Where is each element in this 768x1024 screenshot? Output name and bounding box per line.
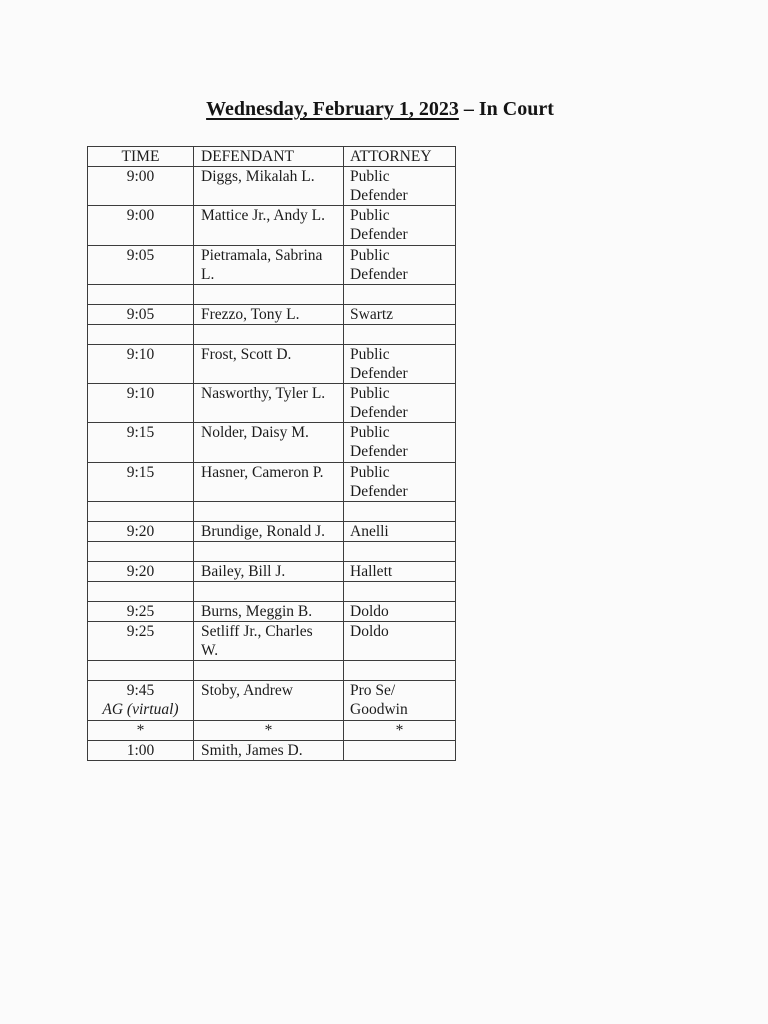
attorney-cell	[344, 502, 456, 522]
defendant-cell	[194, 502, 344, 522]
defendant-cell	[194, 284, 344, 304]
time-cell: 9:25	[88, 622, 194, 661]
attorney-cell	[344, 661, 456, 681]
defendant-cell	[194, 324, 344, 344]
attorney-cell: Public Defender	[344, 206, 456, 245]
attorney-cell: Public Defender	[344, 344, 456, 383]
table-row	[88, 423, 456, 462]
attorney-cell: *	[344, 720, 456, 740]
table-row	[88, 167, 456, 206]
table-row	[88, 245, 456, 284]
time-cell: 9:00	[88, 206, 194, 245]
defendant-cell: Frezzo, Tony L.	[194, 304, 344, 324]
table-row	[88, 304, 456, 324]
time-cell: 9:15	[88, 462, 194, 501]
blank-row	[88, 284, 456, 304]
time-cell	[88, 324, 194, 344]
court-schedule-table	[87, 146, 456, 761]
title-suffix: – In Court	[458, 98, 554, 120]
blank-row	[88, 502, 456, 522]
table-row	[88, 522, 456, 542]
time-cell: 9:10	[88, 384, 194, 423]
defendant-cell: Nasworthy, Tyler L.	[194, 384, 344, 423]
blank-row	[88, 582, 456, 602]
table-row	[88, 462, 456, 501]
table-row	[88, 344, 456, 383]
table-row	[88, 384, 456, 423]
page-title	[0, 97, 760, 121]
time-cell: 9:15	[88, 423, 194, 462]
time-cell: 1:00	[88, 740, 194, 760]
table-row	[88, 562, 456, 582]
time-cell: 9:25	[88, 602, 194, 622]
separator-row	[88, 720, 456, 740]
defendant-cell: Pietramala, Sabrina L.	[194, 245, 344, 284]
header-row	[88, 147, 456, 167]
defendant-cell: Diggs, Mikalah L.	[194, 167, 344, 206]
time-cell	[88, 582, 194, 602]
attorney-cell: Public Defender	[344, 167, 456, 206]
time-cell	[88, 502, 194, 522]
table-row	[88, 602, 456, 622]
attorney-cell: Doldo	[344, 622, 456, 661]
time-value: 9:45	[126, 682, 155, 700]
table-row	[88, 206, 456, 245]
time-cell: 9:05	[88, 304, 194, 324]
time-cell: 9:10	[88, 344, 194, 383]
attorney-cell: Public Defender	[344, 423, 456, 462]
attorney-cell: Swartz	[344, 304, 456, 324]
table-row	[88, 681, 456, 720]
time-cell: 9:00	[88, 167, 194, 206]
attorney-cell: Hallett	[344, 562, 456, 582]
table-row	[88, 740, 456, 760]
attorney-cell	[344, 740, 456, 760]
column-header-defendant: DEFENDANT	[194, 147, 344, 167]
table-row	[88, 622, 456, 661]
defendant-cell	[194, 582, 344, 602]
time-cell: 9:20	[88, 522, 194, 542]
time-cell	[88, 681, 194, 720]
defendant-cell: *	[194, 720, 344, 740]
attorney-cell: Doldo	[344, 602, 456, 622]
time-cell: *	[88, 720, 194, 740]
defendant-cell: Mattice Jr., Andy L.	[194, 206, 344, 245]
defendant-cell: Bailey, Bill J.	[194, 562, 344, 582]
attorney-cell: Pro Se/ Goodwin	[344, 681, 456, 720]
defendant-cell: Nolder, Daisy M.	[194, 423, 344, 462]
attorney-cell: Public Defender	[344, 245, 456, 284]
attorney-cell	[344, 582, 456, 602]
defendant-cell: Smith, James D.	[194, 740, 344, 760]
time-cell	[88, 542, 194, 562]
attorney-cell: Anelli	[344, 522, 456, 542]
defendant-cell	[194, 542, 344, 562]
defendant-cell: Frost, Scott D.	[194, 344, 344, 383]
attorney-cell: Public Defender	[344, 462, 456, 501]
column-header-attorney: ATTORNEY	[344, 147, 456, 167]
defendant-cell: Burns, Meggin B.	[194, 602, 344, 622]
attorney-cell: Public Defender	[344, 384, 456, 423]
title-date: Wednesday, February 1, 2023	[206, 98, 459, 120]
attorney-cell	[344, 284, 456, 304]
defendant-cell	[194, 661, 344, 681]
defendant-cell: Brundige, Ronald J.	[194, 522, 344, 542]
time-cell	[88, 284, 194, 304]
column-header-time: TIME	[88, 147, 194, 167]
attorney-cell	[344, 542, 456, 562]
defendant-cell: Setliff Jr., Charles W.	[194, 622, 344, 661]
attorney-cell	[344, 324, 456, 344]
time-cell: 9:05	[88, 245, 194, 284]
time-cell: 9:20	[88, 562, 194, 582]
blank-row	[88, 542, 456, 562]
blank-row	[88, 661, 456, 681]
blank-row	[88, 324, 456, 344]
defendant-cell: Hasner, Cameron P.	[194, 462, 344, 501]
defendant-cell: Stoby, Andrew	[194, 681, 344, 720]
time-cell	[88, 661, 194, 681]
appearance-note: AG (virtual)	[102, 701, 179, 719]
